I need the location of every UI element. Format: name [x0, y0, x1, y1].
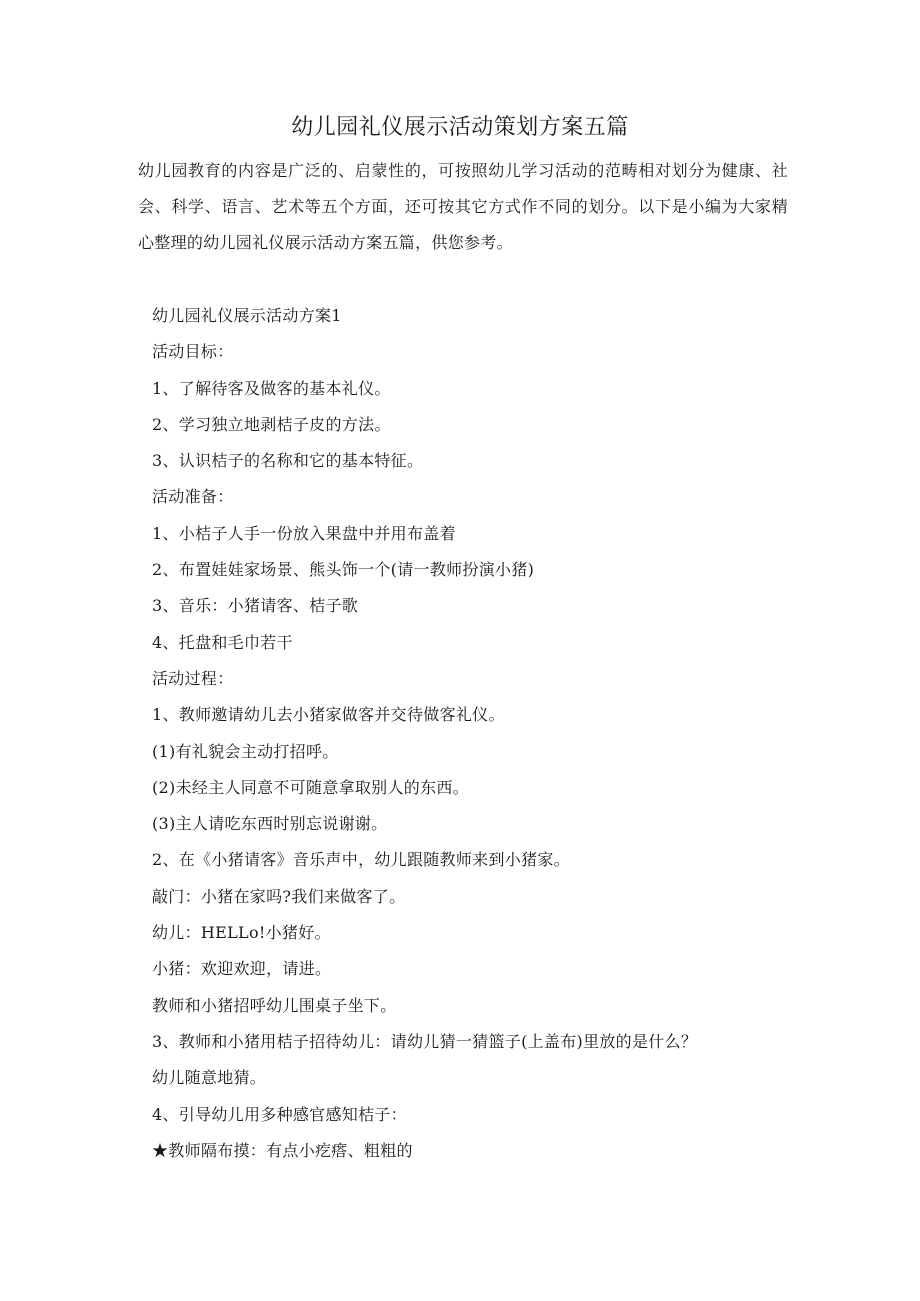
- subheading-activity-preparation: 活动准备：: [152, 487, 234, 507]
- process-substep: (1)有礼貌会主动打招呼。: [152, 741, 339, 761]
- preparation-item: 3、音乐：小猪请客、桔子歌: [152, 596, 359, 616]
- plan-content: [152, 298, 792, 1169]
- process-note: ★教师隔布摸：有点小疙瘩、粗粗的: [152, 1140, 413, 1160]
- process-step: 3、教师和小猪用桔子招待幼儿：请幼儿猜一猜篮子(上盖布)里放的是什么？: [152, 1031, 698, 1051]
- process-note: 幼儿随意地猜。: [152, 1068, 267, 1088]
- process-step: 2、在《小猪请客》音乐声中，幼儿跟随教师来到小猪家。: [152, 850, 570, 870]
- process-note: 教师和小猪招呼幼儿围桌子坐下。: [152, 995, 397, 1015]
- goal-item: 1、了解待客及做客的基本礼仪。: [152, 378, 391, 398]
- goal-item: 2、学习独立地剥桔子皮的方法。: [152, 414, 391, 434]
- preparation-item: 2、布置娃娃家场景、熊头饰一个(请一教师扮演小猪): [152, 560, 535, 580]
- goal-item: 3、认识桔子的名称和它的基本特征。: [152, 451, 424, 471]
- document-title: 幼儿园礼仪展示活动策划方案五篇: [291, 115, 629, 140]
- section-heading-plan-1: 幼儿园礼仪展示活动方案1: [152, 306, 342, 325]
- preparation-item: 4、托盘和毛巾若干: [152, 632, 293, 652]
- dialogue-line: 小猪：欢迎欢迎，请进。: [152, 959, 332, 979]
- process-substep: (3)主人请吃东西时别忘说谢谢。: [152, 814, 388, 834]
- intro-paragraph: 幼儿园教育的内容是广泛的、启蒙性的，可按照幼儿学习活动的范畴相对划分为健康、社会、科学、语言、艺术等五个方面，还可按其它方式作不同的划分。以下是小编为大家精心整理的幼儿园礼仪展示活动方案五篇，供您参考。: [138, 161, 788, 252]
- subheading-activity-goals: 活动目标：: [152, 342, 234, 362]
- subheading-activity-process: 活动过程：: [152, 668, 234, 688]
- dialogue-line: 敲门：小猪在家吗?我们来做客了。: [152, 886, 406, 906]
- process-step: 4、引导幼儿用多种感官感知桔子：: [152, 1104, 407, 1124]
- preparation-item: 1、小桔子人手一份放入果盘中并用布盖着: [152, 523, 456, 543]
- dialogue-line: 幼儿：HELLo!小猪好。: [152, 923, 331, 943]
- process-step: 1、教师邀请幼儿去小猪家做客并交待做客礼仪。: [152, 705, 505, 725]
- process-substep: (2)未经主人同意不可随意拿取别人的东西。: [152, 777, 469, 797]
